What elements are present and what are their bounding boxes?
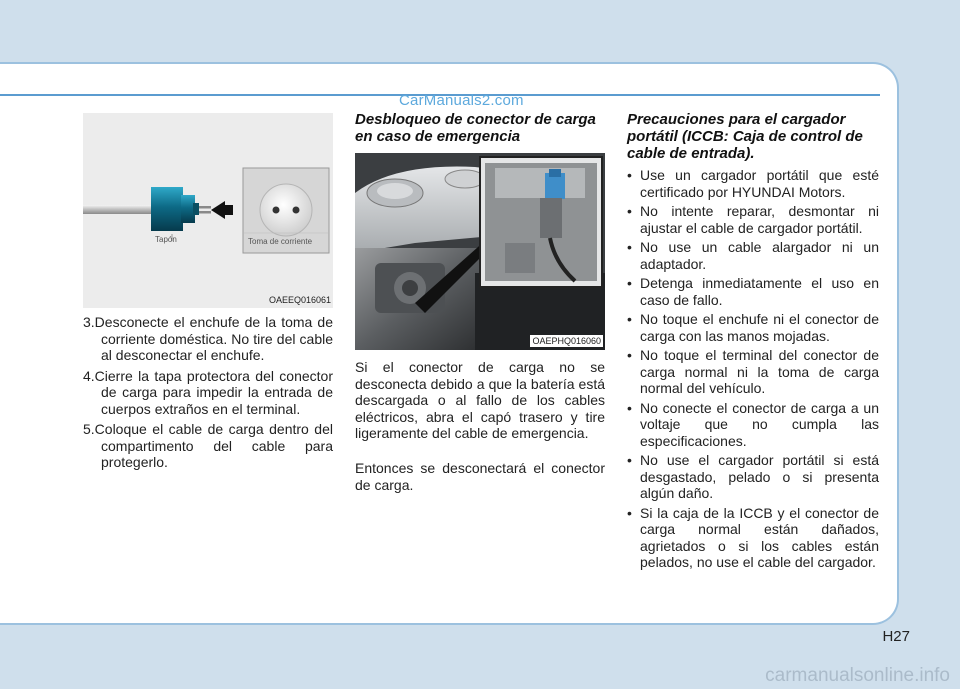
bullet-item: • Si la caja de la ICCB y el conector de carga normal están dañados, agrietados o si los cables están pelados, no use el cable del cargador. (627, 505, 879, 571)
figure-code: OAEEQ016061 (268, 295, 331, 305)
bullet-item: • No toque el terminal del conector de carga normal ni la toma de carga normal del vehículo. (627, 347, 879, 397)
bullet-item: • No toque el enchufe ni el conector de carga con las manos mojadas. (627, 311, 879, 344)
page-number: H27 (882, 628, 910, 645)
paragraph: Si el conector de carga no se desconecta debido a que la batería está descargada o al fallo de los cables eléctricos, abra el capó trasero y tire ligeramente del cable de emergencia. (355, 359, 605, 441)
engine-illustration (355, 153, 605, 350)
plug-socket-figure (83, 113, 333, 308)
watermark-top[interactable]: CarManuals2.com (399, 92, 524, 109)
section-heading-precautions: Precauciones para el cargador portátil (ICCB: Caja de control de cable de entrada). (627, 111, 863, 162)
bullet-item: • No use el cargador portátil si está desgastado, pelado o si presenta algún daño. (627, 452, 879, 502)
step-item: 4.Cierre la tapa protectora del conector de carga para impedir la entrada de cuerpos extraños en el terminal. (83, 367, 333, 417)
bullet-item: • Detenga inmediatamente el uso en caso de fallo. (627, 275, 879, 308)
engine-bay-figure (355, 153, 605, 350)
watermark-bottom[interactable]: carmanualsonline.info (765, 665, 950, 686)
paragraph: Entonces se desconectará el conector de carga. (355, 460, 605, 493)
bullet-item: • No intente reparar, desmontar ni ajustar el cable de cargador portátil. (627, 203, 879, 236)
figure-code: OAEPHQ016060 (532, 336, 601, 346)
bullet-item: • Use un cargador portátil que esté certificado por HYUNDAI Motors. (627, 167, 879, 200)
plug-illustration (83, 113, 333, 308)
plug-label: Tapón (155, 235, 177, 244)
step-item: 5.Coloque el cable de carga dentro del compartimento del cable para protegerlo. (83, 421, 333, 470)
precautions-list (627, 167, 879, 574)
bullet-item: • No use un cable alargador ni un adaptador. (627, 239, 879, 272)
bullet-item: • No conecte el conector de carga a un voltaje que no cumpla las especificaciones. (627, 400, 879, 450)
section-heading-emergency: Desbloqueo de conector de carga en caso de emergencia (355, 111, 596, 145)
socket-label: Toma de corriente (248, 237, 313, 246)
steps-list (83, 314, 333, 475)
step-item: 3.Desconecte el enchufe de la toma de corriente doméstica. No tire del cable al desconectar el enchufe. (83, 314, 333, 363)
